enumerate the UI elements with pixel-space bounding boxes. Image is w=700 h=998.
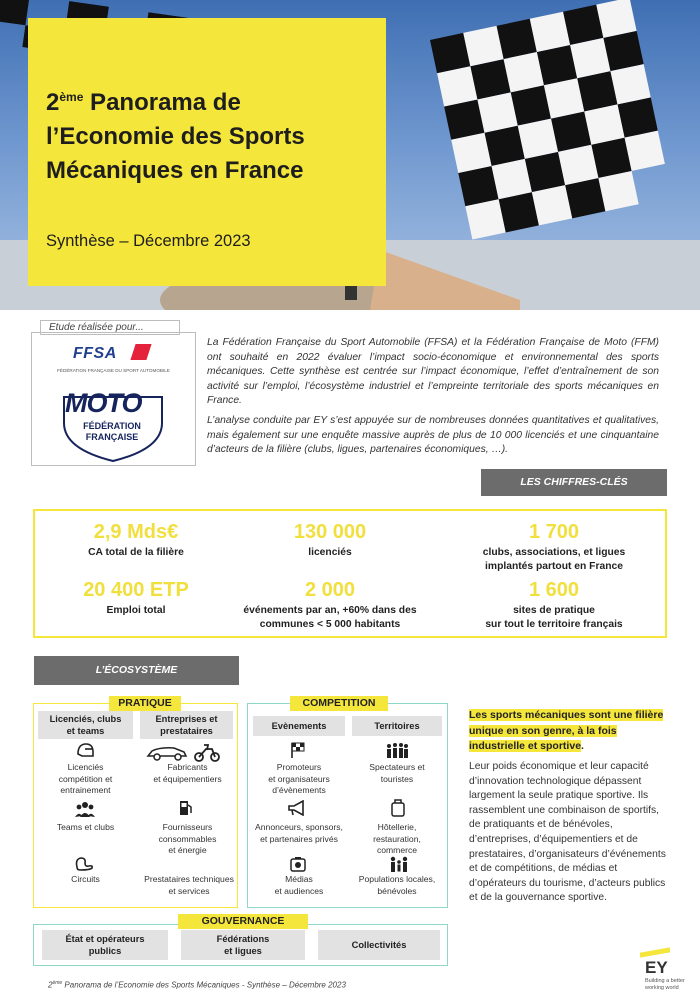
competition-label: COMPETITION — [290, 696, 388, 711]
circuits-text: Circuits — [71, 874, 100, 884]
moto-logo-line2: FRANÇAISE — [85, 432, 139, 442]
entreprises-header — [140, 711, 233, 739]
hotellerie-line3: commerce — [376, 845, 418, 855]
pratique-label: PRATIQUE — [109, 696, 181, 711]
kpi-sites — [454, 578, 654, 632]
gouvernance-label: GOUVERNANCE — [178, 914, 308, 929]
partner-logos — [31, 332, 196, 466]
gov-federations-line2: et ligues — [224, 946, 262, 956]
populations-line1: Populations locales, — [358, 874, 436, 884]
ffsa-logo: FFSA — [73, 345, 117, 362]
ey-logo: EY — [645, 958, 668, 977]
moto-logo-line1: FÉDÉRATION — [83, 421, 141, 431]
kpi-label: implantés partout en France — [485, 561, 623, 572]
fabricants-text — [140, 762, 235, 785]
kpi-value: 2,9 Mds€ — [93, 521, 179, 543]
licencies-text — [38, 762, 133, 797]
hero-banner — [0, 0, 700, 310]
gov-federations-line1: Fédérations — [216, 934, 270, 944]
footer — [48, 980, 346, 990]
kpi-label: clubs, associations, et ligues — [482, 547, 626, 558]
entreprises-header-line1: Entreprises et — [155, 714, 218, 724]
title-line3: Mécaniques en France — [46, 157, 304, 184]
moto-logo: MOTO — [65, 388, 142, 418]
ffsa-full-name: FÉDÉRATION FRANÇAISE DU SPORT AUTOMOBILE — [57, 368, 170, 373]
kpi-value: 2 000 — [304, 579, 356, 601]
licencies-header-line2: et teams — [66, 726, 105, 736]
kpi-value: 1 700 — [528, 521, 580, 543]
ey-logo-bar — [640, 947, 670, 957]
licencies-line1: Licenciés — [67, 762, 104, 772]
highlight-line3: industrielle et sportive — [469, 740, 582, 752]
highlight-period: . — [581, 740, 584, 752]
crowd-icon — [385, 741, 409, 759]
camera-icon — [290, 856, 306, 872]
annonceurs-line1: Annonceurs, sponsors, — [255, 822, 343, 832]
prestataires-line2: et services — [168, 885, 210, 896]
populations-line2: bénévoles — [377, 885, 417, 896]
team-icon — [75, 800, 95, 818]
kpi-value: 20 400 ETP — [83, 579, 189, 601]
footer-number: 2 — [48, 980, 53, 990]
study-label: Etude réalisée pour... — [40, 320, 180, 335]
fournisseurs-text — [140, 822, 235, 857]
annonceurs-text — [250, 822, 348, 845]
fournisseurs-line1: Fournisseurs — [162, 822, 213, 832]
highlight-statement — [469, 708, 669, 755]
gov-etat — [42, 930, 168, 960]
promoteurs-line1: Promoteurs — [276, 762, 322, 772]
kpi-label: CA total de la filière — [88, 547, 184, 558]
page-title — [46, 80, 366, 188]
luggage-icon — [390, 798, 406, 818]
kpi-label: Emploi total — [106, 605, 166, 616]
ecosystem-description: Leur poids économique et leur capacité d’innovation technologique dépassent largement la seule pratique sportive. Ils rassemblent une combinaison de sportifs, de pratiquants et de bénévoles, d’entreprises, d’équipementiers et de prestataires, d’organisateurs d’événements et de compétitions, de médias et d’opérateurs du tourisme, d’acteurs publics et de la gouvernance sportive. — [469, 761, 666, 904]
entreprises-header-line2: prestataires — [160, 726, 213, 736]
spectateurs-text — [352, 762, 442, 785]
licencies-line3: entrainement — [60, 785, 111, 795]
medias-line2: et audiences — [274, 885, 324, 896]
circuit-icon — [74, 855, 94, 871]
highlight-line1: Les sports mécaniques sont une filière — [469, 709, 664, 721]
megaphone-icon — [287, 800, 307, 816]
promoteurs-line3: d’évènements — [272, 785, 326, 795]
ey-tagline-line1: Building a better — [645, 978, 685, 984]
subtitle: Synthèse – Décembre 2023 — [46, 232, 251, 250]
title-line1: Panorama de — [83, 89, 241, 116]
title-superscript: ème — [59, 90, 84, 104]
hotellerie-line1: Hôtellerie, — [377, 822, 417, 832]
kpi-licensees — [245, 520, 415, 560]
gov-collectivites: Collectivités — [318, 930, 440, 960]
fabricants-line1: Fabricants — [167, 762, 208, 772]
prestataires-line1: Prestataires techniques — [144, 874, 234, 884]
fuel-pump-icon — [178, 799, 194, 817]
ffsa-logo-mark — [130, 344, 151, 360]
hotellerie-text — [352, 822, 442, 857]
ey-tagline — [645, 978, 699, 992]
ecosystem-tab: L’ÉCOSYSTÈME — [34, 656, 239, 685]
intro-paragraph-2: L’analyse conduite par EY s’est appuyée sur de nombreuses données quantitatives et qualitatives, mais également sur une enquête massive auprès de plus de 10 000 licenciés et une cinquantaine d’acteurs de la filière (clubs, ligues, partenaires économiques, …). — [207, 415, 659, 456]
spectateurs-line2: touristes — [380, 773, 414, 784]
territoires-header: Territoires — [352, 716, 442, 736]
kpi-label: communes < 5 000 habitants — [259, 619, 401, 630]
family-icon — [388, 856, 410, 872]
kpi-label: événements par an, +60% dans des — [243, 605, 417, 616]
annonceurs-line2: et partenaires privés — [260, 833, 338, 844]
evenements-header: Evènements — [253, 716, 345, 736]
medias-text — [253, 874, 345, 897]
flag-icon — [289, 741, 307, 759]
footer-superscript: ème — [52, 980, 63, 986]
promoteurs-line2: et organisateurs — [268, 773, 330, 784]
kpi-value: 130 000 — [293, 521, 367, 543]
licencies-line2: compétition et — [58, 773, 113, 784]
hotellerie-line2: restauration, — [373, 833, 421, 844]
gov-etat-line2: publics — [88, 946, 122, 956]
kpi-value: 1 600 — [528, 579, 580, 601]
title-line2: l’Economie des Sports — [46, 123, 305, 150]
key-figures-tab: LES CHIFFRES-CLÉS — [481, 469, 667, 496]
promoteurs-text — [253, 762, 345, 797]
fournisseurs-line3: et énergie — [168, 845, 207, 855]
fabricants-line2: et équipementiers — [153, 773, 222, 784]
gov-federations — [181, 930, 305, 960]
kpi-revenue — [52, 520, 220, 560]
kpi-clubs — [454, 520, 654, 574]
footer-text: Panorama de l’Economie des Sports Mécaniques - Synthèse – Décembre 2023 — [62, 980, 346, 990]
helmet-icon — [76, 742, 94, 760]
licencies-header — [38, 711, 133, 739]
kpi-label: sites de pratique — [513, 605, 595, 616]
medias-line1: Médias — [285, 874, 313, 884]
title-number: 2 — [46, 89, 60, 116]
car-and-motorbike-icon — [146, 742, 220, 762]
gov-etat-line1: État et opérateurs — [65, 934, 145, 944]
licencies-header-line1: Licenciés, clubs — [49, 714, 122, 724]
ey-tagline-line2: working world — [645, 985, 679, 991]
highlight-line2: unique en son genre, à la fois — [469, 724, 617, 737]
intro-paragraph-1: La Fédération Française du Sport Automobile (FFSA) et la Fédération Française de Moto (FFM) ont souhaité en 2022 évaluer l’impact socio-économique et environnemental des sports mécaniques. Cette synthèse est centrée sur l’impact économique, l’effet d’entraînement de son activité sur l’emploi, l’écosystème industriel et l’empreinte territoriale des sports mécaniques en France. — [207, 337, 659, 407]
populations-text — [348, 874, 446, 897]
kpi-employment — [52, 578, 220, 618]
kpi-label: sur tout le territoire français — [485, 619, 623, 630]
spectateurs-line1: Spectateurs et — [369, 762, 425, 772]
prestataires-text — [140, 874, 238, 897]
kpi-events — [225, 578, 435, 632]
teams-text: Teams et clubs — [56, 822, 115, 832]
fournisseurs-line2: consommables — [158, 833, 217, 844]
kpi-label: licenciés — [308, 547, 352, 558]
